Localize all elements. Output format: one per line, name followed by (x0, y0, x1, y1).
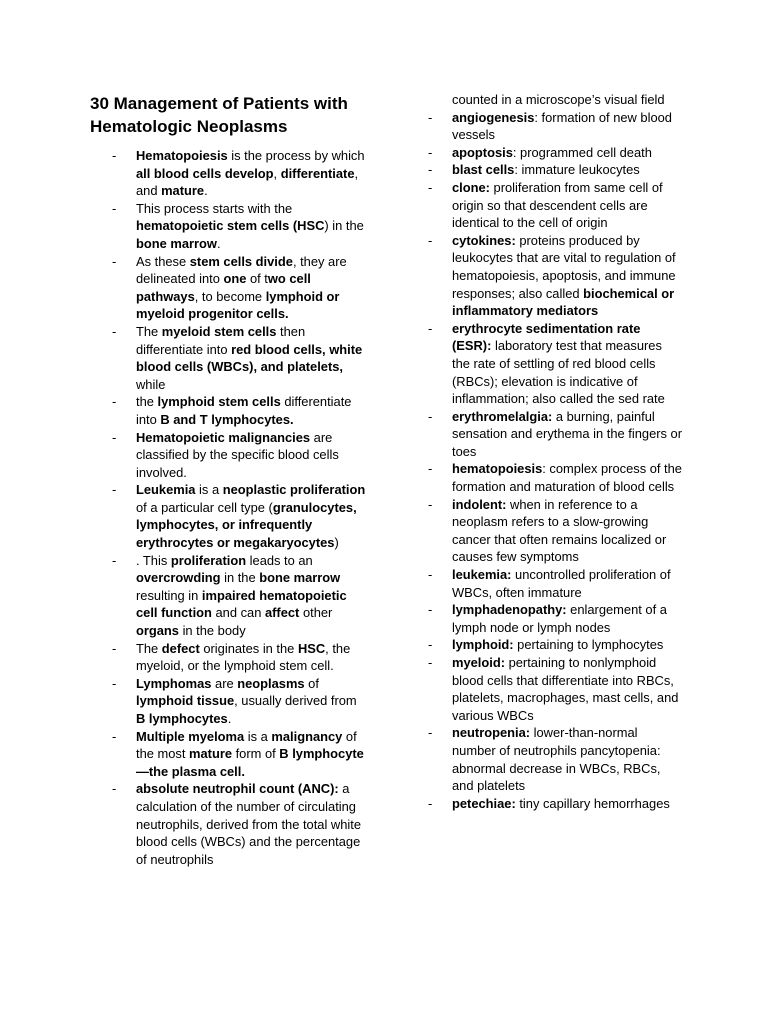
bullet-dash: - (112, 781, 117, 797)
bold-term: lymphoid tissue (136, 693, 235, 709)
list-item (112, 323, 368, 393)
bullet-dash: - (112, 394, 117, 410)
bold-term: granulocytes, lymphocytes, or infrequently erythrocytes or megakaryocytes (136, 499, 357, 551)
bold-term: Hematopoiesis (136, 148, 228, 163)
text-run: ) (334, 535, 339, 551)
bold-term: hematopoiesis (452, 461, 543, 477)
list-item (112, 780, 368, 868)
text-run: , and (136, 165, 359, 199)
text-run: when in reference to a neoplasm refers to a slow-growing cancer that often remains localized or causes few symptoms (452, 496, 667, 565)
text-run: while (136, 376, 166, 392)
bold-term: cytokines: (452, 232, 516, 248)
bold-term: blast cells (452, 162, 515, 178)
bullet-dash: - (428, 162, 433, 178)
text-run: in the body (178, 623, 246, 639)
bold-term: organs (136, 623, 179, 639)
bold-term: apoptosis (452, 144, 513, 160)
left-column (112, 147, 368, 868)
text-run: a calculation of the number of circulating neutrophils, derived from the total white blood cells (WBCs) and the percentage of neutrophils (136, 781, 361, 867)
bullet-dash: - (112, 728, 117, 744)
bold-term: bone marrow (136, 235, 217, 251)
text-run: enlargement of a lymph node or lymph nodes (452, 602, 667, 635)
text-run: form of (232, 746, 280, 762)
text-run: ) in the (324, 218, 364, 234)
text-run: . (216, 235, 221, 251)
bold-term: lymphadenopathy: (452, 602, 567, 618)
continued-definition-text: counted in a microscope’s visual field (452, 92, 665, 107)
bold-term: B and T lymphocytes. (160, 411, 294, 427)
list-item (428, 795, 683, 813)
list-item (112, 200, 368, 253)
text-run: proliferation from same cell of origin so that descendent cells are identical to the cell of origin (452, 179, 663, 231)
bold-term: wo cell pathways (136, 271, 311, 304)
text-run: is a (195, 482, 223, 498)
bold-term: impaired hematopoietic cell function (136, 587, 347, 621)
bold-term: Leukemia (136, 482, 196, 498)
list-item (112, 728, 368, 781)
text-run: laboratory test that measures the rate of settling of red blood cells (RBCs); elevation is indicative of inflammation; also called the sed rate (452, 338, 665, 407)
list-item (112, 393, 368, 428)
text-run: . This (136, 552, 171, 568)
bold-term: neutropenia: (452, 725, 531, 741)
list-item (428, 601, 683, 636)
list-item (112, 429, 368, 482)
bullet-dash: - (428, 144, 433, 160)
bullet-dash: - (428, 320, 433, 336)
bold-term: differentiate (280, 165, 355, 181)
bullet-dash: - (112, 200, 117, 216)
text-run: a burning, painful sensation and erythema in the fingers or toes (452, 408, 683, 459)
bold-term: B lymphocyte—the plasma cell. (136, 746, 364, 779)
list-item (428, 232, 683, 320)
bold-term: lymphoid: (452, 637, 514, 653)
text-run: , to become (194, 288, 266, 304)
text-run: lower-than-normal number of neutrophils pancytopenia: abnormal decrease in WBCs, RBCs, and platelets (452, 725, 661, 794)
text-run: proteins produced by leukocytes that are vital to regulation of hematopoiesis, apoptosis, and immune responses; also called (452, 232, 676, 301)
text-run: is the process by which (227, 148, 365, 163)
bold-term: clone: (452, 179, 490, 195)
bold-term: red blood cells, white blood cells (WBCs), and platelets, (136, 341, 363, 375)
list-item (428, 496, 683, 566)
bullet-dash: - (428, 795, 433, 811)
text-run: The (136, 640, 162, 656)
text-run: : formation of new blood vessels (452, 109, 672, 143)
list-item (428, 161, 683, 179)
text-run: , they are delineated into (136, 253, 347, 287)
bold-term: mature (161, 183, 205, 199)
text-run: of a particular cell type ( (136, 499, 273, 515)
bold-term: petechiae: (452, 795, 516, 811)
text-run: the (136, 394, 158, 410)
list-item (428, 636, 683, 654)
text-run: are classified by the specific blood cells involved. (136, 429, 339, 480)
bold-term: biochemical or inflammatory mediators (452, 285, 675, 319)
text-run: pertaining to nonlymphoid blood cells that differentiate into RBCs, platelets, macrophages, mast cells, and various WBCs (452, 655, 679, 723)
bullet-dash: - (428, 109, 433, 125)
bold-term: stem cells divide (189, 253, 293, 269)
bold-term: neoplastic proliferation (222, 482, 366, 498)
bold-term: all blood cells develop (136, 165, 274, 181)
bold-term: Hematopoietic malignancies (136, 429, 311, 445)
bold-term: lymphoid stem cells (157, 394, 281, 410)
bold-term: one (223, 271, 247, 287)
text-run: tiny capillary hemorrhages (515, 795, 670, 811)
bullet-dash: - (428, 179, 433, 195)
bold-term: defect (161, 640, 200, 656)
bold-term: HSC (297, 640, 326, 656)
page-title: 30 Management of Patients with Hematologic Neoplasms (90, 94, 348, 136)
text-run: This process starts with the (136, 200, 293, 216)
text-run: of (304, 675, 319, 691)
text-run: other (299, 605, 333, 621)
list-item (428, 460, 683, 495)
list-item (428, 144, 683, 162)
bullet-dash: - (428, 725, 433, 741)
bullet-dash: - (112, 640, 117, 656)
bold-term: leukemia: (452, 567, 512, 583)
bold-term: angiogenesis (452, 109, 535, 125)
right-column (428, 91, 683, 812)
bullet-dash: - (428, 602, 433, 618)
bold-term: proliferation (170, 552, 247, 568)
text-run: : immature leukocytes (514, 162, 640, 178)
text-run: originates in the (199, 640, 298, 656)
bold-term: B lymphocytes (136, 711, 228, 726)
text-run: leads to an (246, 552, 313, 568)
bold-term: erythromelalgia: (452, 408, 553, 424)
bold-term: myeloid stem cells (161, 323, 277, 339)
bold-term: indolent: (452, 496, 507, 512)
text-run: , usually derived from (234, 693, 357, 709)
bullet-dash: - (112, 675, 117, 691)
bullet-dash: - (112, 552, 117, 568)
list-item (112, 481, 368, 551)
text-run: , the myeloid, or the lymphoid stem cell. (136, 640, 351, 674)
text-run: then differentiate into (136, 323, 306, 357)
list-item (428, 109, 683, 144)
list-item (112, 675, 368, 728)
list-item (428, 179, 683, 232)
bold-term: hematopoietic stem cells (HSC (136, 218, 325, 234)
bullet-dash: - (428, 637, 433, 653)
text-run: : complex process of the formation and maturation of blood cells (452, 461, 682, 495)
bold-term: absolute neutrophil count (ANC): (136, 781, 339, 797)
bullet-dash: - (112, 253, 117, 269)
text-run: are (211, 675, 238, 691)
list-item (428, 320, 683, 408)
text-run: As these (136, 253, 190, 269)
text-run: and can (211, 605, 265, 621)
list-item (112, 640, 368, 675)
bullet-dash: - (112, 323, 117, 339)
bold-term: overcrowding (136, 570, 221, 586)
bold-term: Multiple myeloma (136, 728, 245, 744)
text-run: of the most (136, 728, 357, 762)
list-item (112, 147, 368, 200)
bold-term: lymphoid or myeloid progenitor cells. (136, 288, 340, 322)
bullet-dash: - (428, 496, 433, 512)
bullet-dash: - (428, 567, 433, 583)
text-run: of t (246, 271, 268, 287)
list-item (428, 408, 683, 461)
list-item (428, 654, 683, 724)
bullet-dash: - (112, 429, 117, 445)
text-run: pertaining to lymphocytes (513, 637, 664, 653)
list-item (112, 552, 368, 640)
list-item (112, 253, 368, 323)
text-run: The (136, 323, 162, 339)
text-run: uncontrolled proliferation of WBCs, often immature (452, 567, 671, 600)
text-run: in the (220, 570, 260, 586)
text-run: resulting in (136, 587, 202, 603)
bullet-dash: - (428, 461, 433, 477)
bullet-dash: - (112, 482, 117, 498)
bold-term: mature (189, 746, 233, 762)
list-item (428, 566, 683, 601)
text-run: , (273, 165, 281, 181)
bold-term: affect (264, 605, 300, 621)
bold-term: neoplasms (237, 675, 305, 691)
bullet-dash: - (428, 408, 433, 424)
list-item (428, 724, 683, 794)
bold-term: erythrocyte sedimentation rate (ESR): (452, 320, 641, 354)
text-run: : programmed cell death (512, 144, 652, 160)
text-run: differentiate into (136, 394, 352, 427)
bold-term: bone marrow (259, 570, 341, 586)
bold-term: malignancy (271, 728, 343, 744)
bullet-dash: - (428, 232, 433, 248)
text-run: is a (244, 728, 272, 744)
text-run: . (204, 183, 208, 199)
bold-term: myeloid: (452, 655, 506, 670)
bold-term: Lymphomas (136, 675, 212, 691)
text-run: . (227, 711, 232, 726)
bullet-dash: - (428, 655, 433, 670)
bullet-dash: - (112, 148, 117, 163)
